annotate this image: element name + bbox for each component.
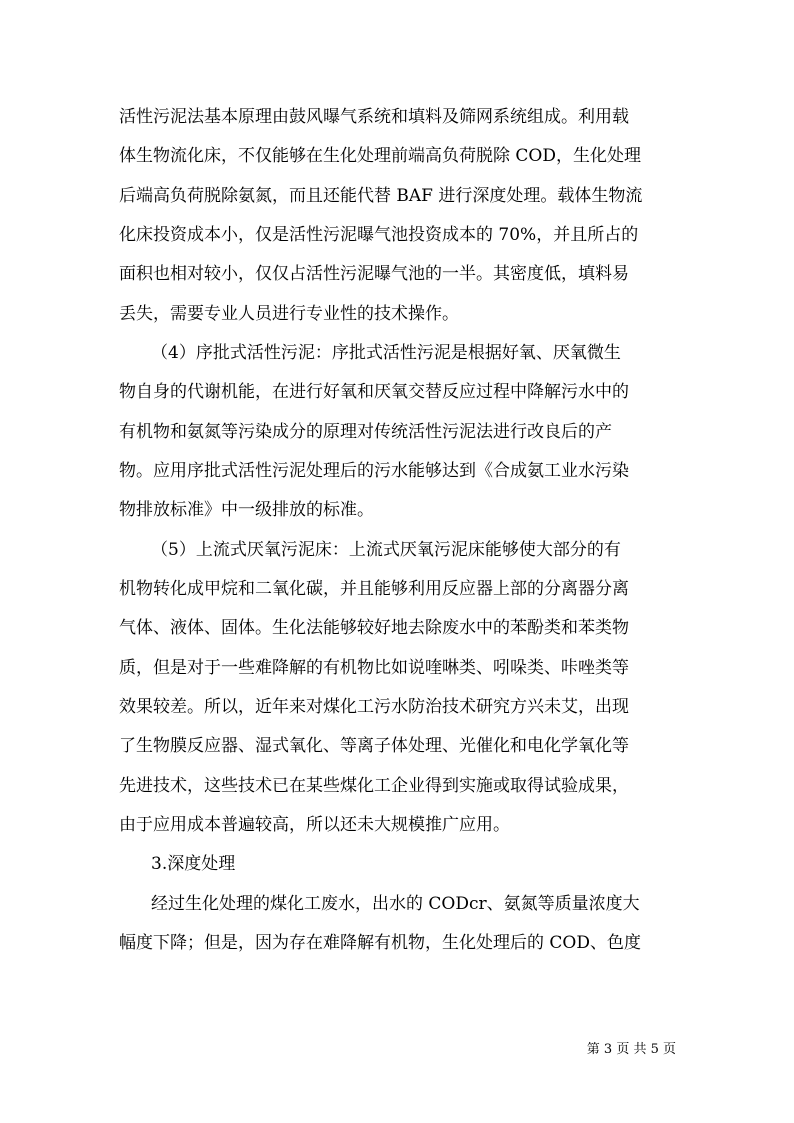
body-text-line: 物自身的代谢机能，在进行好氧和厌氧交替反应过程中降解污水中的 [119, 382, 629, 402]
body-text-line: 幅度下降；但是，因为存在难降解有机物，生化处理后的 COD、色度 [119, 933, 641, 953]
body-text-line: 活性污泥法基本原理由鼓风曝气系统和填料及筛网系统组成。利用载 [119, 107, 629, 127]
body-text-line: 经过生化处理的煤化工废水，出水的 CODcr、氨氮等质量浓度大 [151, 894, 640, 914]
body-text-line: 气体、液体、固体。生化法能够较好地去除废水中的苯酚类和苯类物 [119, 618, 629, 638]
body-text-line: 有机物和氨氮等污染成分的原理对传统活性污泥法进行改良后的产 [119, 422, 612, 442]
body-text-line: 由于应用成本普遍较高，所以还未大规模推广应用。 [119, 815, 510, 835]
body-text-line: 物。应用序批式活性污泥处理后的污水能够达到《合成氨工业水污染 [119, 461, 629, 481]
body-text-line: 先进技术，这些技术已在某些煤化工企业得到实施或取得试验成果， [119, 776, 629, 796]
body-text-line: 质，但是对于一些难降解的有机物比如说喹啉类、吲哚类、咔唑类等 [119, 658, 629, 678]
body-text-line: 面积也相对较小，仅仅占活性污泥曝气池的一半。其密度低，填料易 [119, 264, 629, 284]
body-text-line: 效果较差。所以，近年来对煤化工污水防治技术研究方兴未艾，出现 [119, 697, 629, 717]
section-heading-deep-treatment: 3.深度处理 [151, 854, 236, 874]
body-text-line: 化床投资成本小，仅是活性污泥曝气池投资成本的 70%，并且所占的 [119, 225, 639, 245]
body-text-line: 体生物流化床，不仅能够在生化处理前端高负荷脱除 COD，生化处理 [119, 146, 641, 166]
body-text-line: 机物转化成甲烷和二氧化碳，并且能够利用反应器上部的分离器分离 [119, 579, 629, 599]
page-number-footer: 第 3 页 共 5 页 [586, 1042, 676, 1057]
body-text-line: 后端高负荷脱除氨氮，而且还能代替 BAF 进行深度处理。载体生物流 [119, 186, 643, 206]
body-text-line: 丢失，需要专业人员进行专业性的技术操作。 [119, 304, 459, 324]
body-text-line: 物排放标准》中一级排放的标准。 [119, 500, 374, 520]
body-text-line: 了生物膜反应器、湿式氧化、等离子体处理、光催化和电化学氧化等 [119, 736, 629, 756]
section-heading-5: （5）上流式厌氧污泥床：上流式厌氧污泥床能够使大部分的有 [151, 540, 621, 560]
section-heading-4: （4）序批式活性污泥：序批式活性污泥是根据好氧、厌氧微生 [151, 343, 621, 363]
